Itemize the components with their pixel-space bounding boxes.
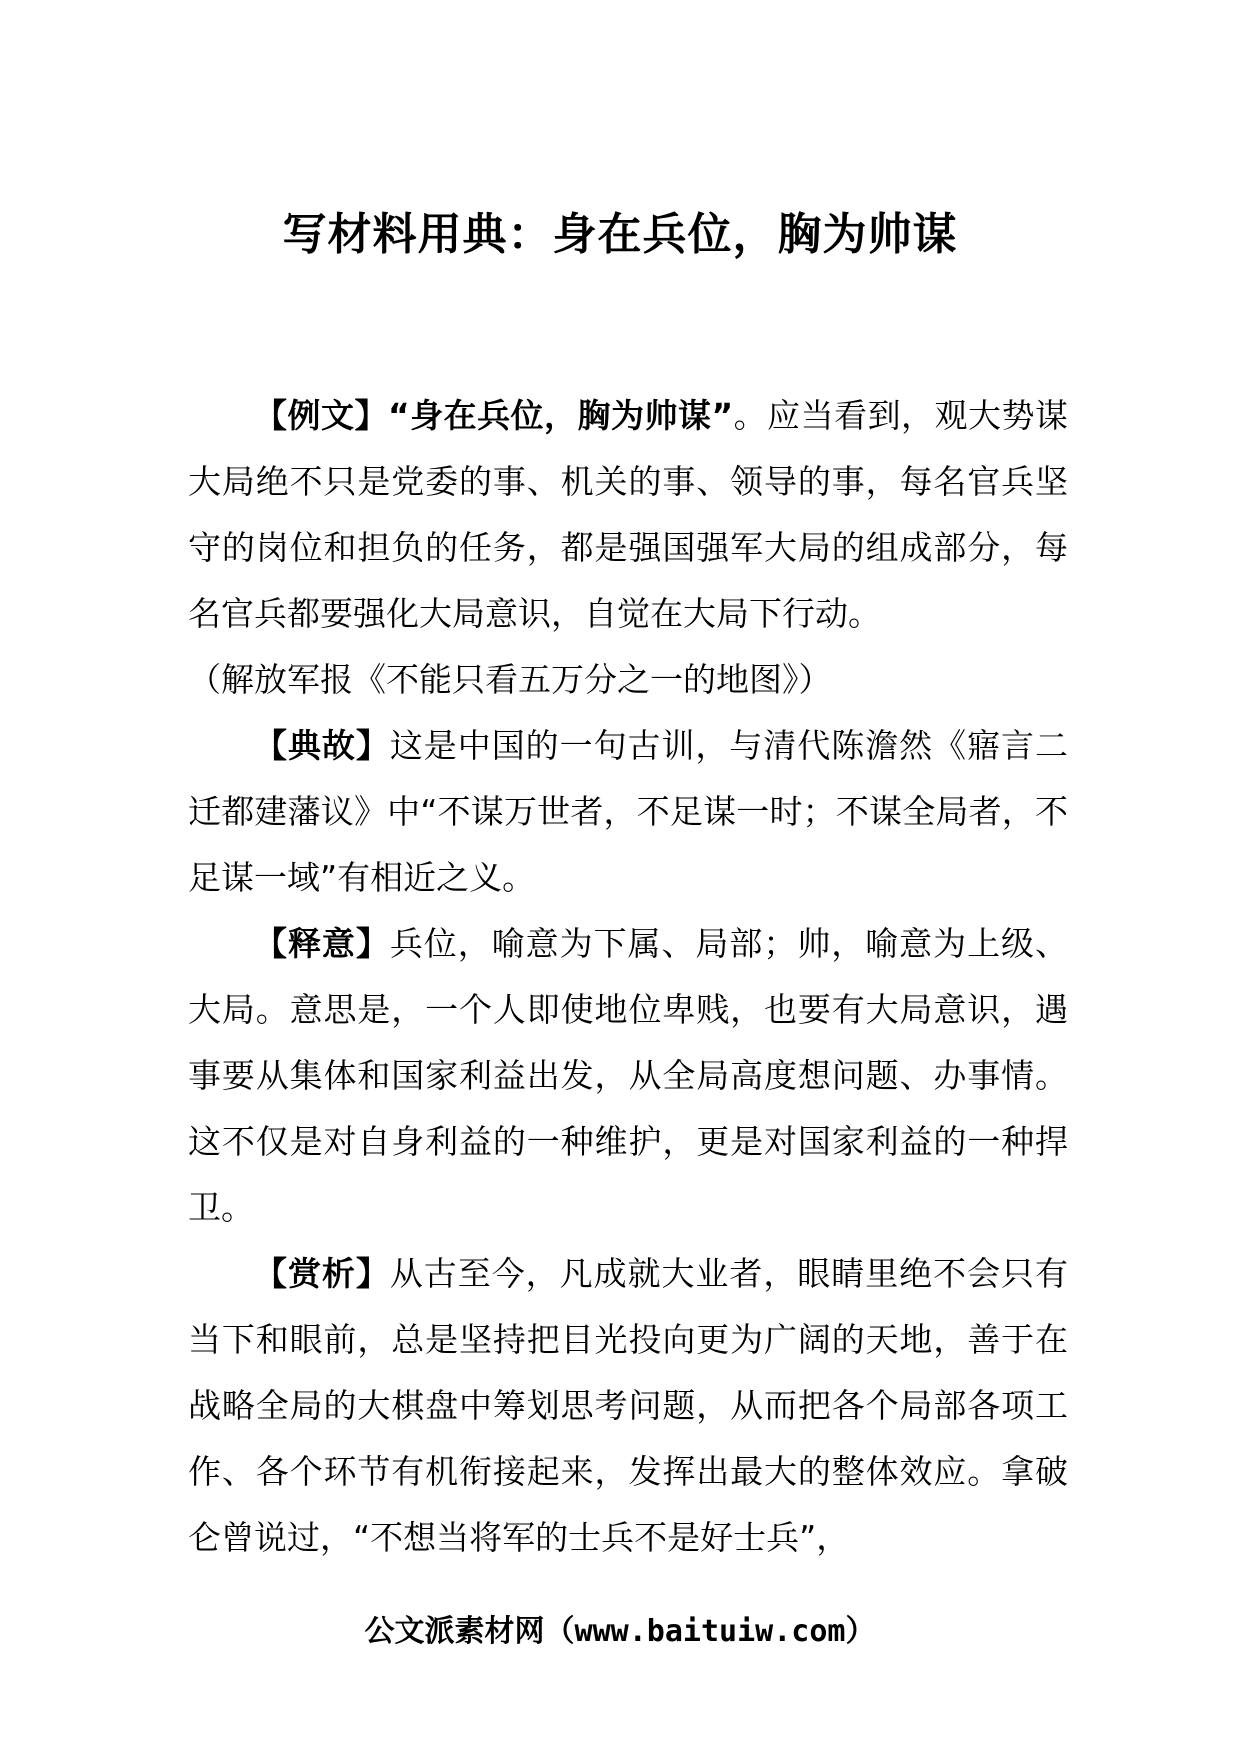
allusion-text: 这是中国的一句古训，与清代陈澹然《寤言二迁都建藩议》中“不谋万世者，不足谋一时；不谋全局者，不足谋一域”有相近之义。 xyxy=(188,726,1069,897)
meaning-paragraph xyxy=(188,911,1068,1241)
analysis-tag: 【赏析】 xyxy=(254,1254,390,1293)
meaning-text: 兵位，喻意为下属、局部；帅，喻意为上级、大局。意思是，一个人即使地位卑贱，也要有大局意识，遇事要从集体和国家利益出发，从全局高度想问题、办事情。这不仅是对自身利益的一种维护，更是对国家利益的一种捍卫。 xyxy=(188,924,1069,1227)
footer-site-name: 公文派素材网 xyxy=(364,1614,545,1649)
example-source: （解放军报《不能只看五万分之一的地图》） xyxy=(188,660,832,699)
analysis-paragraph xyxy=(188,1241,1068,1571)
allusion-tag: 【典故】 xyxy=(254,726,390,765)
footer-url: （www.baituiw.com） xyxy=(544,1614,876,1649)
example-tag: 【例文】 xyxy=(254,396,388,435)
example-quote: “身在兵位，胸为帅谋” xyxy=(387,396,734,435)
page-footer xyxy=(0,1610,1240,1654)
example-text: 。应当看到，观大势谋大局绝不只是党委的事、机关的事、领导的事，每名官兵坚守的岗位和担负的任务，都是强国强军大局的组成部分，每名官兵都要强化大局意识，自觉在大局下行动。 xyxy=(188,396,1068,633)
page-title: 写材料用典：身在兵位，胸为帅谋 xyxy=(282,209,958,260)
allusion-paragraph xyxy=(188,713,1068,911)
analysis-text: 从古至今，凡成就大业者，眼睛里绝不会只有当下和眼前，总是坚持把目光投向更为广阔的天地，善于在战略全局的大棋盘中筹划思考问题，从而把各个局部各项工作、各个环节有机衔接起来，发挥出最大的整体效应。拿破仑曾说过，“不想当将军的士兵不是好士兵”， xyxy=(188,1254,1069,1557)
example-paragraph xyxy=(188,383,1068,647)
meaning-tag: 【释意】 xyxy=(254,924,390,963)
document-body xyxy=(188,383,1068,1571)
